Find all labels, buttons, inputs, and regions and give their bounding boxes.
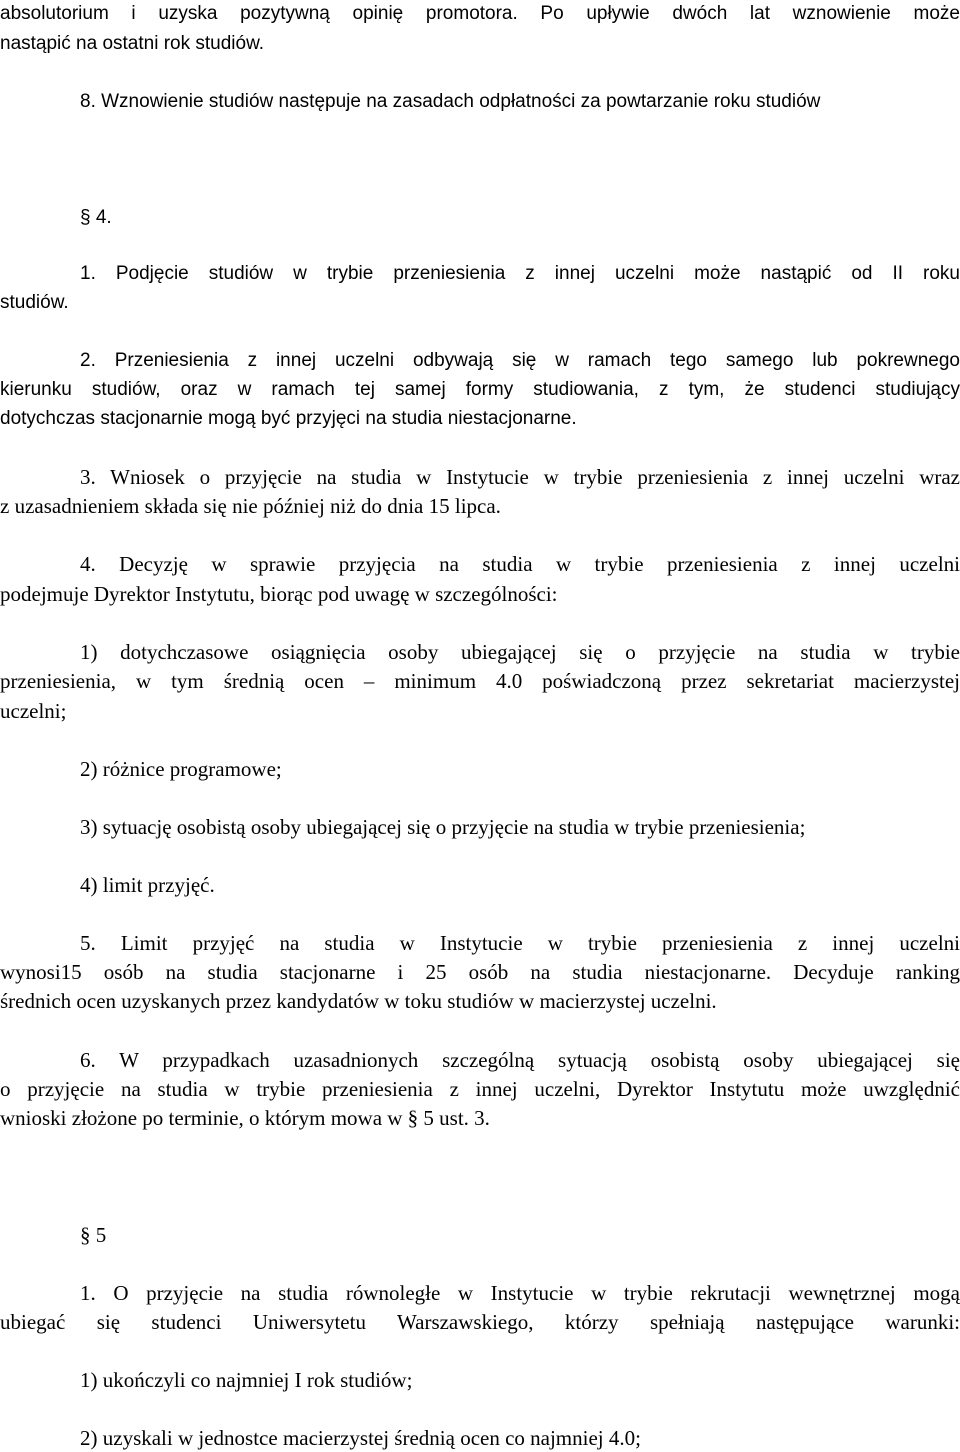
section-5-heading: § 5 — [80, 1223, 107, 1247]
s4-p1-line-1: 1. Podjęcie studiów w trybie przeniesienia z innej uczelni może nastąpić od II roku — [80, 263, 960, 284]
s4-p2-line-2: kierunku studiów, oraz w ramach tej samej formy studiowania, z tym, że studenci studiujący — [0, 379, 960, 400]
s4-p4-line-2: podejmuje Dyrektor Instytutu, biorąc pod uwagę w szczególności: — [0, 582, 558, 606]
s4-p5-line-3: średnich ocen uzyskanych przez kandydatów w toku studiów w macierzystej uczelni. — [0, 989, 717, 1013]
s4-p4-item1-line-1: 1) dotychczasowe osiągnięcia osoby ubiegającej się o przyjęcie na studia w trybie — [80, 640, 960, 664]
s4-p4-line-1: 4. Decyzję w sprawie przyjęcia na studia w trybie przeniesienia z innej uczelni — [80, 552, 960, 576]
s4-p4-item1-line-3: uczelni; — [0, 699, 67, 723]
s4-p4-item4: 4) limit przyjęć. — [80, 873, 215, 897]
s4-p4-item3: 3) sytuację osobistą osoby ubiegającej się o przyjęcie na studia w trybie przeniesienia; — [80, 815, 806, 839]
s4-p2-line-3: dotychczas stacjonarnie mogą być przyjęci na studia niestacjonarne. — [0, 408, 577, 429]
s4-p2-line-1: 2. Przeniesienia z innej uczelni odbywają się w ramach tego samego lub pokrewnego — [80, 350, 960, 371]
s4-p1-line-2: studiów. — [0, 292, 69, 313]
s5-p1-line-2: ubiegać się studenci Uniwersytetu Warszawskiego, którzy spełniają następujące warunki: — [0, 1310, 960, 1334]
s4-p4-item2: 2) różnice programowe; — [80, 757, 282, 781]
section-4-heading: § 4. — [80, 207, 112, 228]
s4-p6-line-2: o przyjęcie na studia w trybie przeniesienia z innej uczelni, Dyrektor Instytutu może uwzględnić — [0, 1077, 960, 1101]
s5-item1: 1) ukończyli co najmniej I rok studiów; — [80, 1368, 413, 1392]
s4-p3-line-2: z uzasadnieniem składa się nie później niż do dnia 15 lipca. — [0, 494, 501, 518]
s4-p6-line-3: wnioski złożone po terminie, o którym mowa w § 5 ust. 3. — [0, 1106, 490, 1130]
s4-p5-line-2: wynosi15 osób na studia stacjonarne i 25 osób na studia niestacjonarne. Decyduje ranking — [0, 960, 960, 984]
intro-line-1: absolutorium i uzyska pozytywną opinię promotora. Po upływie dwóch lat wznowienie może — [0, 3, 960, 24]
intro-line-2: nastąpić na ostatni rok studiów. — [0, 33, 265, 54]
s4-p4-item1-line-2: przeniesienia, w tym średnią ocen – minimum 4.0 poświadczoną przez sekretariat macierzystej — [0, 669, 960, 693]
s4-p6-line-1: 6. W przypadkach uzasadnionych szczególną sytuacją osobistą osoby ubiegającej się — [80, 1048, 960, 1072]
item-8: 8. Wznowienie studiów następuje na zasadach odpłatności za powtarzanie roku studiów — [80, 91, 821, 112]
s5-p1-line-1: 1. O przyjęcie na studia równoległe w Instytucie w trybie rekrutacji wewnętrznej mogą — [80, 1281, 960, 1305]
s4-p5-line-1: 5. Limit przyjęć na studia w Instytucie w trybie przeniesienia z innej uczelni — [80, 931, 960, 955]
s4-p3-line-1: 3. Wniosek o przyjęcie na studia w Instytucie w trybie przeniesienia z innej uczelni wraz — [80, 465, 960, 489]
s5-item2: 2) uzyskali w jednostce macierzystej średnią ocen co najmniej 4.0; — [80, 1426, 641, 1450]
